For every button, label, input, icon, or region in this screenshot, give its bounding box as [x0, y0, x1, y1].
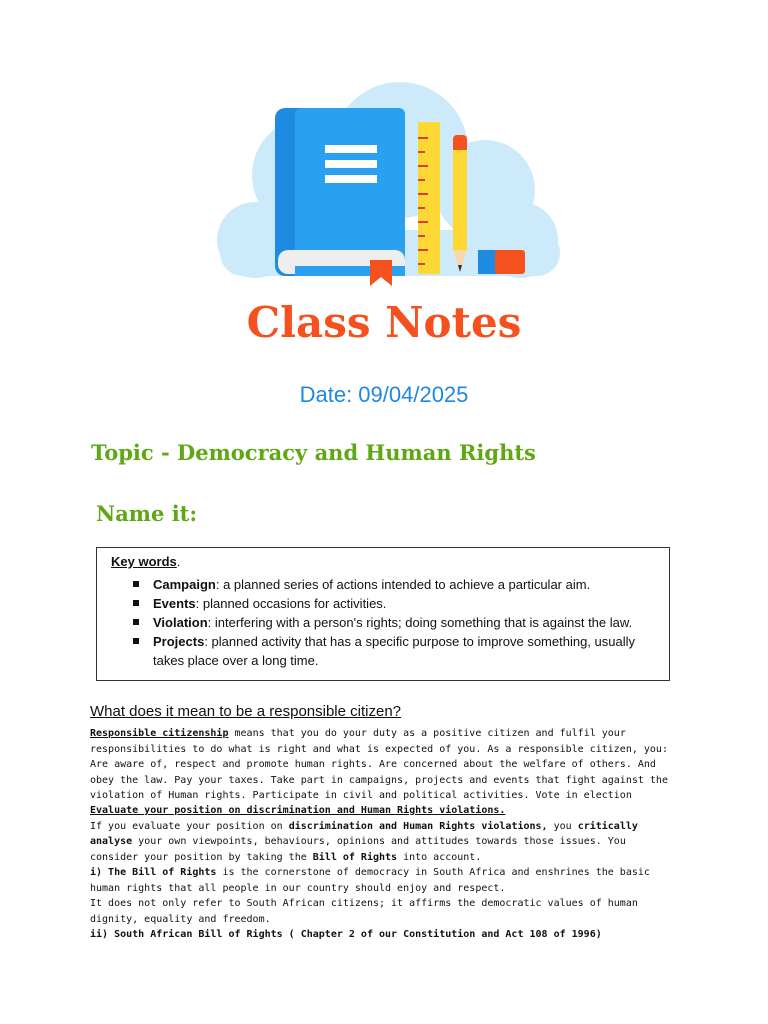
list-item: Campaign: a planned series of actions intended to achieve a particular aim. [133, 575, 655, 594]
name-it-heading: Name it: [96, 501, 198, 526]
question-heading: What does it mean to be a responsible citizen? [90, 703, 402, 720]
list-item: Projects: planned activity that has a specific purpose to improve something, usually takes place over a long time. [133, 632, 655, 670]
list-item: Violation: interfering with a person's rights; doing something that is against the law. [133, 613, 655, 632]
democratic-values-paragraph: It does not only refer to South African citizens; it affirms the democratic values of human dignity, equality and freedom. [90, 898, 638, 925]
sa-bill-of-rights-line: ii) South African Bill of Rights ( Chapter 2 of our Constitution and Act 108 of 1996) [90, 929, 602, 940]
evaluate-paragraph: If you evaluate your position on discrimination and Human Rights violations, you critically analyse your own viewpoints, behaviours, opinions and attitudes towards those issues. You consider your position by taking the Bill of Rights into account. [90, 820, 638, 863]
evaluate-heading: Evaluate your position on discrimination and Human Rights violations. [90, 805, 506, 816]
list-item: Events: planned occasions for activities. [133, 594, 655, 613]
book-ruler-pencil-icon [200, 80, 570, 290]
key-words-list [133, 575, 655, 670]
page-title: Class Notes [246, 298, 522, 347]
key-words-heading: Key words. [111, 554, 181, 569]
date-text: Date: 09/04/2025 [299, 382, 469, 407]
topic-heading: Topic - Democracy and Human Rights [91, 440, 536, 465]
bill-of-rights-paragraph: i) The Bill of Rights is the cornerstone of democracy in South Africa and enshrines the basic human rights that all people in our country should enjoy and respect. [90, 867, 650, 894]
evaluate-section [90, 803, 680, 943]
key-words-box [96, 547, 670, 681]
responsible-citizenship-paragraph: Responsible citizenship means that you do your duty as a positive citizen and fulfil your responsibilities to do what is right and what is expected of you. As a responsible citizen, you: Are aware of, respect and promote human rights. Are concerned about the welfare of others. And obey the law. Pay your taxes. Take part in campaigns, projects and events that fight against the violation of Human rights. Participate in civil and political activities. Vote in election [90, 728, 668, 801]
